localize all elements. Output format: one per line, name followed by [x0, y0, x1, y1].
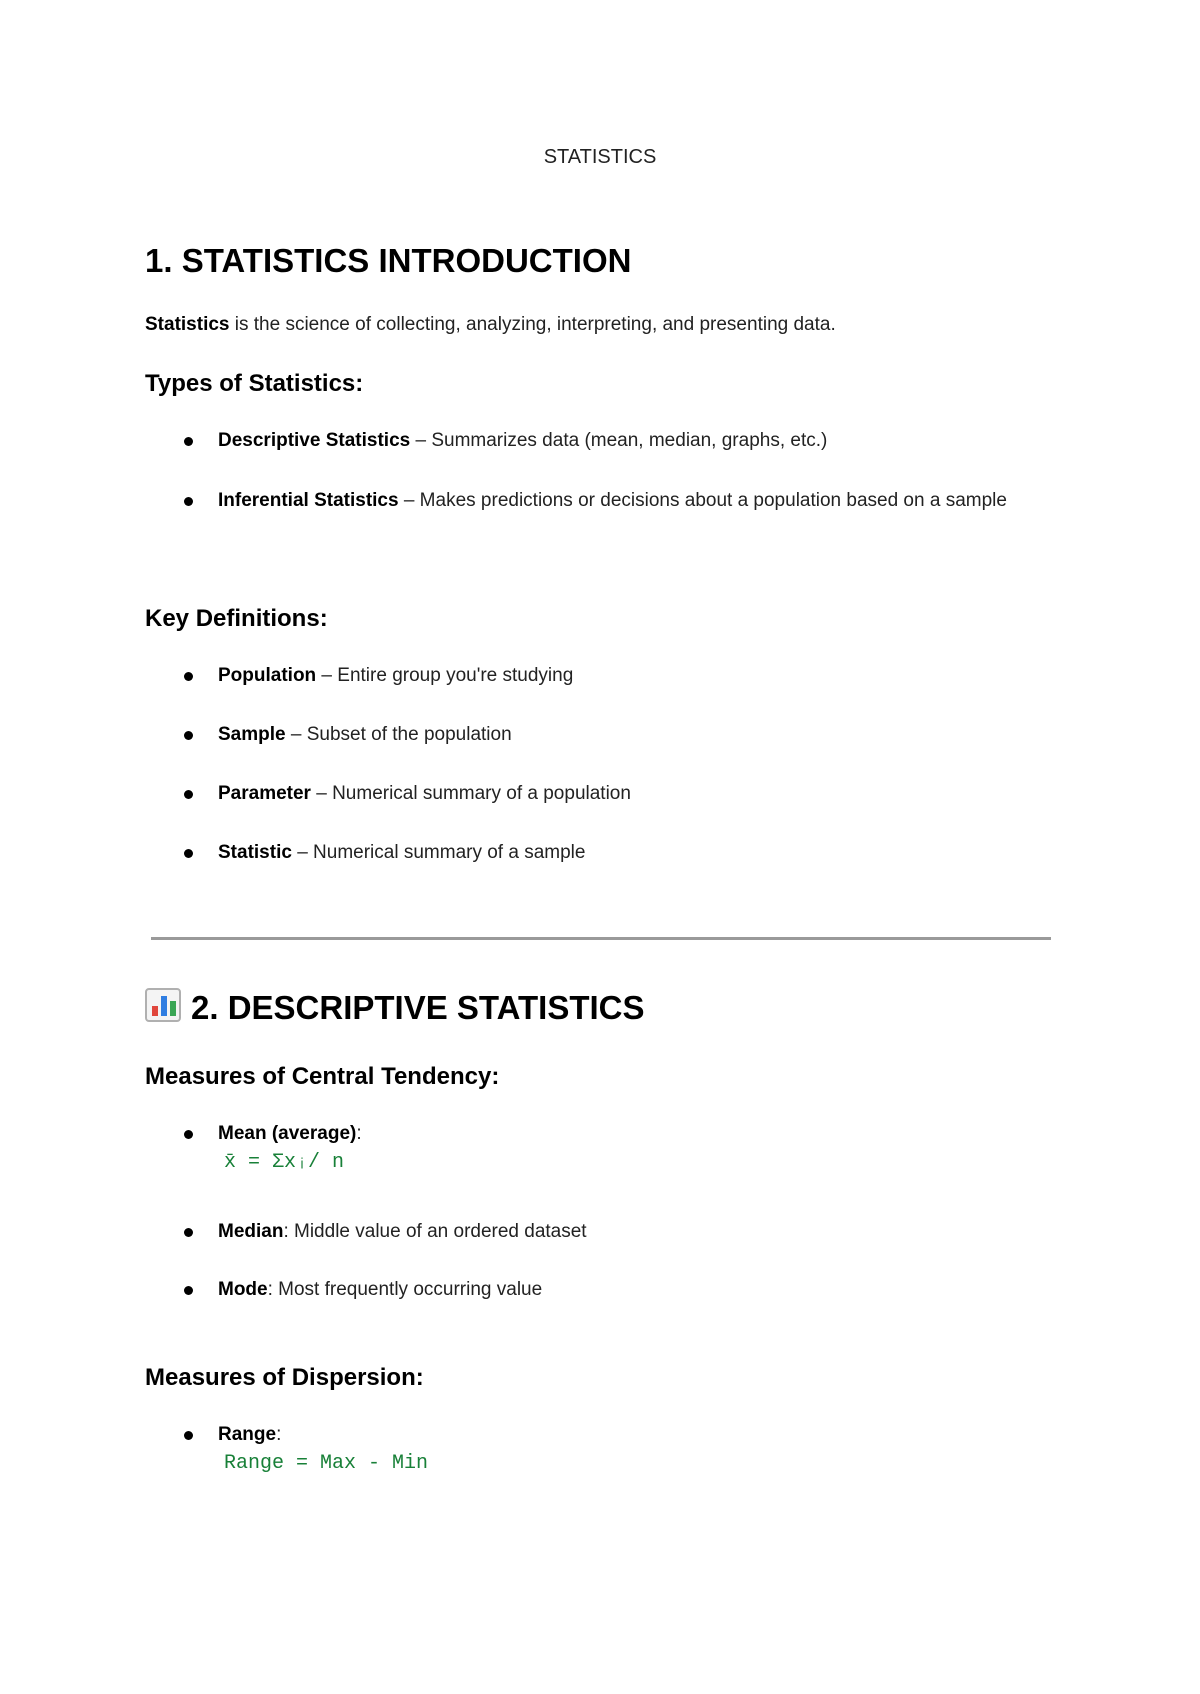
bar-chart-icon	[145, 988, 181, 1022]
definitions-heading: Key Definitions:	[145, 605, 328, 632]
list-item-term: Mode	[218, 1279, 268, 1300]
list-item-term: Inferential Statistics	[218, 490, 399, 511]
list-item-desc: : Middle value of an ordered dataset	[283, 1221, 587, 1242]
range-formula: Range = Max - Min	[224, 1452, 429, 1475]
list-item	[218, 1420, 1058, 1479]
mean-formula: x̄ = Σxᵢ/ n	[224, 1151, 345, 1174]
list-item	[218, 1119, 1058, 1178]
list-item-desc: : Most frequently occurring value	[267, 1279, 543, 1300]
central-tendency-heading: Measures of Central Tendency:	[145, 1063, 500, 1090]
list-item-term: Sample	[218, 724, 286, 745]
list-item-desc: – Numerical summary of a sample	[291, 842, 586, 863]
list-item	[218, 426, 1058, 455]
dispersion-heading: Measures of Dispersion:	[145, 1364, 424, 1391]
list-item-desc: :	[356, 1123, 362, 1144]
list-item	[218, 486, 1058, 515]
list-item-term: Median	[218, 1221, 284, 1242]
list-item-desc: – Numerical summary of a population	[310, 783, 631, 804]
section2-heading-row	[145, 988, 645, 1027]
intro-paragraph	[145, 314, 836, 336]
intro-term: Statistics	[145, 314, 230, 335]
list-item-term: Descriptive Statistics	[218, 430, 411, 451]
list-item	[218, 661, 1058, 690]
list-item-term: Statistic	[218, 842, 292, 863]
list-item-desc: – Makes predictions or decisions about a population based on a sample	[398, 490, 1007, 511]
list-item-term: Population	[218, 665, 317, 686]
list-item	[218, 1275, 1058, 1304]
list-item-desc: – Subset of the population	[285, 724, 512, 745]
list-item	[218, 838, 1058, 867]
section-divider	[151, 937, 1051, 940]
list-item-desc: – Summarizes data (mean, median, graphs, etc.)	[410, 430, 828, 451]
list-item	[218, 1217, 1058, 1246]
list-item-term: Range	[218, 1424, 277, 1445]
section1-heading: 1. STATISTICS INTRODUCTION	[145, 242, 632, 279]
types-heading: Types of Statistics:	[145, 370, 364, 397]
list-item	[218, 779, 1058, 808]
list-item-desc: :	[276, 1424, 282, 1445]
list-item-term: Parameter	[218, 783, 311, 804]
list-item-desc: – Entire group you're studying	[316, 665, 574, 686]
section2-heading: 2. DESCRIPTIVE STATISTICS	[191, 989, 645, 1026]
document-title: STATISTICS	[543, 146, 657, 168]
intro-text: is the science of collecting, analyzing, interpreting, and presenting data.	[229, 314, 836, 335]
list-item-term: Mean (average)	[218, 1123, 357, 1144]
list-item	[218, 720, 1058, 749]
